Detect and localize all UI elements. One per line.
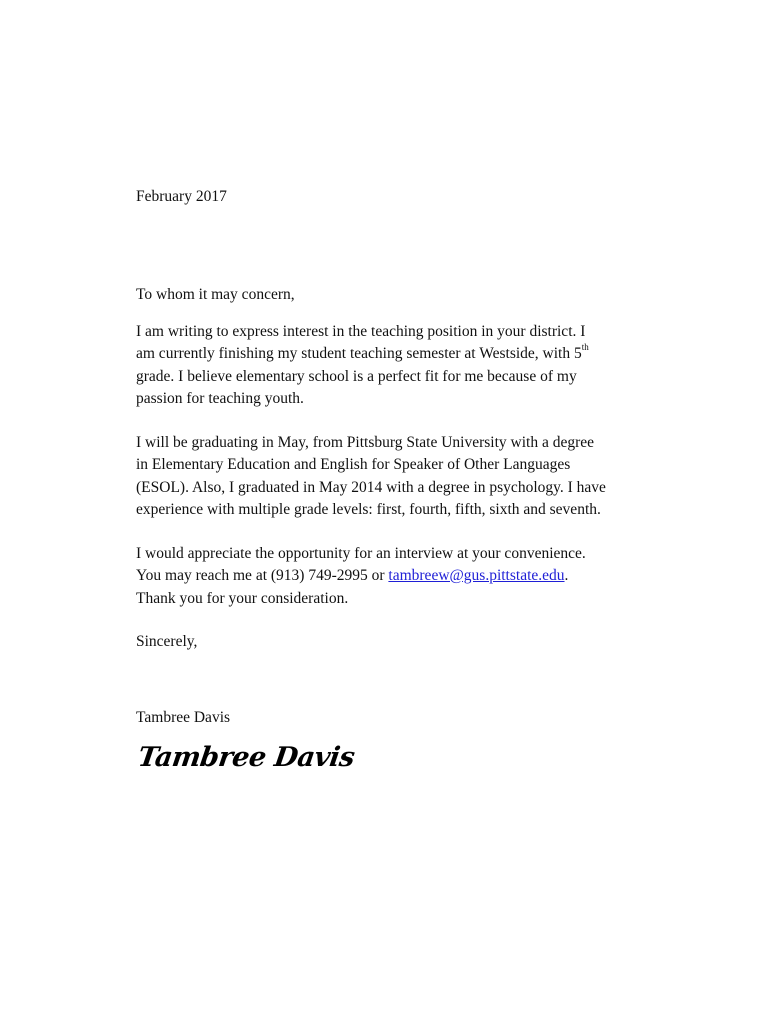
email-link[interactable]: tambreew@gus.pittstate.edu	[388, 567, 565, 584]
paragraph-1-line-text: am currently finishing my student teaching semester at Westside, with 5	[136, 345, 582, 362]
paragraph-3-line: I would appreciate the opportunity for an interview at your convenience.	[136, 545, 586, 562]
paragraph-1-line: grade. I believe elementary school is a perfect fit for me because of my	[136, 368, 577, 385]
salutation: To whom it may concern,	[136, 286, 295, 303]
signature: Tambree Davis	[136, 742, 357, 773]
paragraph-2-line: I will be graduating in May, from Pittsburg State University with a degree	[136, 434, 595, 451]
ordinal-superscript: th	[581, 341, 589, 352]
paragraph-3-line	[136, 565, 568, 587]
paragraph-3-line: Thank you for your consideration.	[136, 590, 349, 607]
paragraph-1-line	[136, 343, 589, 365]
paragraph-1-line: I am writing to express interest in the teaching position in your district. I	[136, 323, 586, 340]
letter-date: February 2017	[136, 188, 227, 205]
paragraph-2-line: (ESOL). Also, I graduated in May 2014 with a degree in psychology. I have	[136, 479, 606, 496]
paragraph-1-line: passion for teaching youth.	[136, 390, 304, 407]
typed-name: Tambree Davis	[136, 709, 231, 726]
paragraph-2-line: experience with multiple grade levels: first, fourth, fifth, sixth and seventh.	[136, 501, 601, 518]
closing: Sincerely,	[136, 633, 198, 650]
contact-text-end: .	[564, 567, 569, 584]
paragraph-2-line: in Elementary Education and English for Speaker of Other Languages	[136, 456, 571, 473]
contact-text: You may reach me at (913) 749-2995 or	[136, 567, 389, 584]
